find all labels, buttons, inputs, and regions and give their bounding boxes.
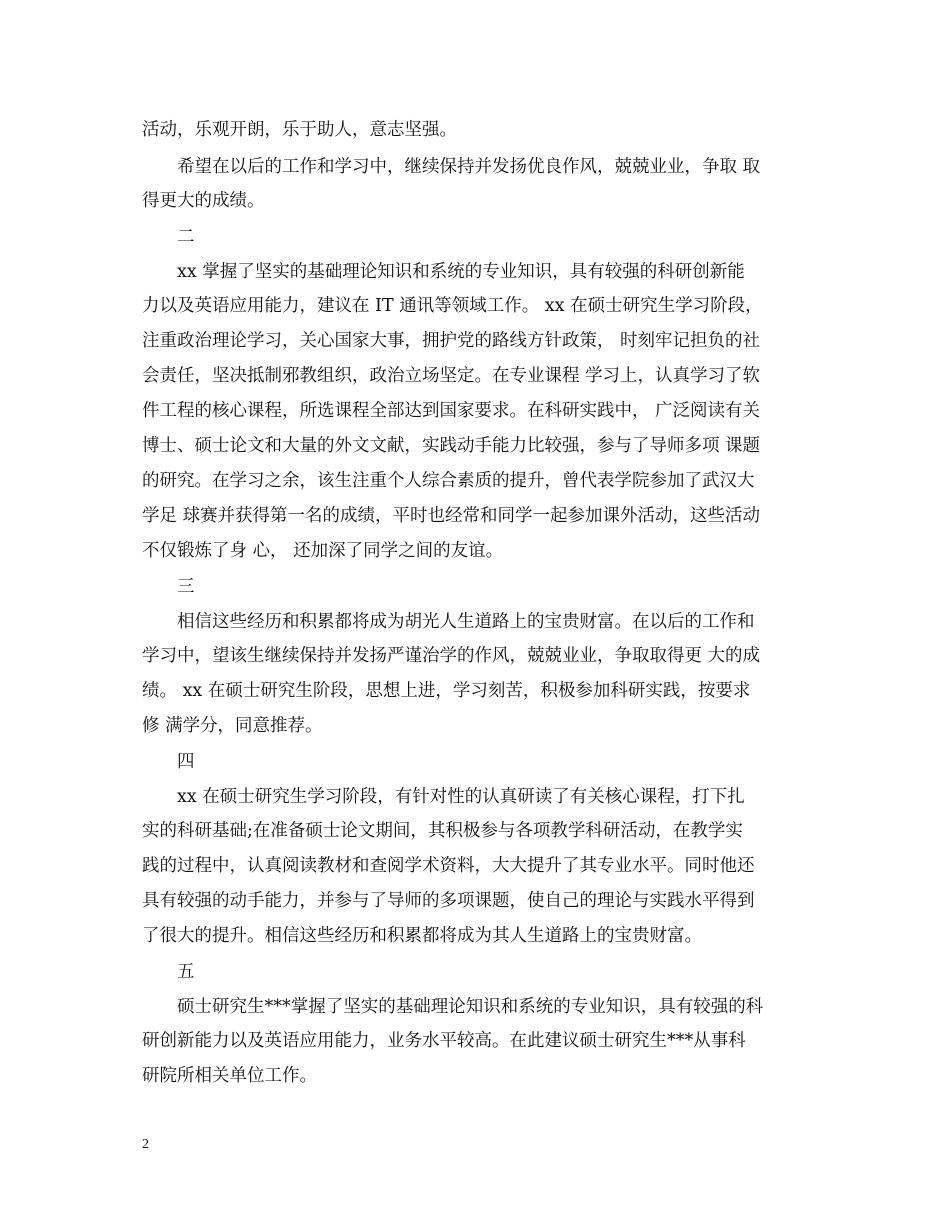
text-line: 希望在以后的工作和学习中，继续保持并发扬优良作风，兢兢业业，争取 取 xyxy=(177,157,761,177)
text-line: xx 掌握了坚实的基础理论知识和系统的专业知识，具有较强的科研创新能 xyxy=(177,262,745,282)
text-line: 硕士研究生***掌握了坚实的基础理论知识和系统的专业知识，具有较强的科 xyxy=(177,997,764,1017)
section-heading: 二 xyxy=(177,227,195,247)
text-line: xx 在硕士研究生学习阶段，有针对性的认真研读了有关核心课程，打下扎 xyxy=(177,787,745,807)
section-heading: 五 xyxy=(177,962,195,982)
text-line: 研院所相关单位工作。 xyxy=(142,1066,317,1086)
text-line: 件工程的核心课程，所选课程全部达到国家要求。在科研实践中， 广泛阅读有关 xyxy=(142,401,761,421)
text-line: 践的过程中，认真阅读教材和查阅学术资料，大大提升了其专业水平。同时他还 xyxy=(142,856,755,876)
page-number: 2 xyxy=(142,1137,149,1152)
text-line: 不仅锻炼了身 心， 还加深了同学之间的友谊。 xyxy=(142,541,504,561)
text-line: 博士、硕士论文和大量的外文文献，实践动手能力比较强，参与了导师多项 课题 xyxy=(142,436,761,456)
text-line: 得更大的成绩。 xyxy=(142,191,265,211)
text-line: 会责任，坚决抵制邪教组织，政治立场坚定。在专业课程 学习上，认真学习了软 xyxy=(142,366,761,386)
text-line: 学习中，望该生继续保持并发扬严谨治学的作风，兢兢业业，争取取得更 大的成 xyxy=(142,646,761,666)
text-line: 注重政治理论学习，关心国家大事，拥护党的路线方针政策， 时刻牢记担负的社 xyxy=(142,331,761,351)
text-line: 学足 球赛并获得第一名的成绩，平时也经常和同学一起参加课外活动，这些活动 xyxy=(142,506,761,526)
text-line: 研创新能力以及英语应用能力，业务水平较高。在此建议硕士研究生***从事科 xyxy=(142,1031,746,1051)
section-heading: 三 xyxy=(177,577,195,597)
text-line: 修 满学分，同意推荐。 xyxy=(142,716,323,736)
text-line: 力以及英语应用能力，建议在 IT 通讯等领域工作。 xx 在硕士研究生学习阶段， xyxy=(142,296,763,316)
text-line: 活动，乐观开朗，乐于助人，意志坚强。 xyxy=(142,120,457,140)
text-line: 绩。 xx 在硕士研究生阶段，思想上进，学习刻苦，积极参加科研实践，按要求 xyxy=(142,681,751,701)
section-heading: 四 xyxy=(177,752,195,772)
text-line: 具有较强的动手能力，并参与了导师的多项课题，使自己的理论与实践水平得到 xyxy=(142,891,755,911)
text-line: 的研究。在学习之余，该生注重个人综合素质的提升，曾代表学院参加了武汉大 xyxy=(142,471,755,491)
text-line: 相信这些经历和积累都将成为胡光人生道路上的宝贵财富。在以后的工作和 xyxy=(177,612,755,632)
text-line: 了很大的提升。相信这些经历和积累都将成为其人生道路上的宝贵财富。 xyxy=(142,926,702,946)
text-line: 实的科研基础;在准备硕士论文期间，其积极参与各项教学科研活动，在教学实 xyxy=(142,821,743,841)
